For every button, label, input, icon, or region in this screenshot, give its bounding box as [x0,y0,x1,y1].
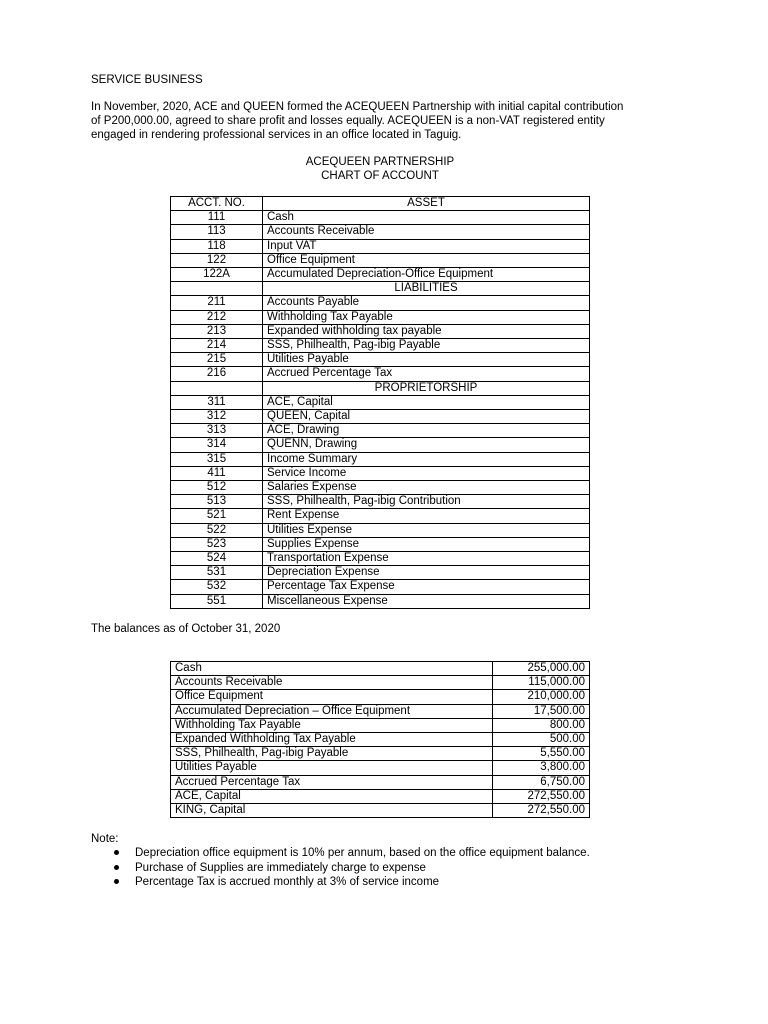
acct-no-cell: 313 [171,424,263,438]
table-row [171,580,590,594]
bullet-icon [114,879,119,884]
acct-no-cell: 513 [171,495,263,509]
document-heading: SERVICE BUSINESS [91,74,203,86]
acct-no-cell: 213 [171,324,263,338]
account-name-cell: Rent Expense [263,509,590,523]
account-name-cell: QUEEN, Capital [263,410,590,424]
table-row [171,253,590,267]
balance-amount-cell: 5,550.00 [493,747,590,761]
table-row [171,733,590,747]
acct-no-cell: 512 [171,481,263,495]
note-label: Note: [91,833,119,845]
balance-amount-cell: 272,550.00 [493,804,590,818]
balances-table [170,661,590,818]
header-acct-no: ACCT. NO. [171,197,263,211]
note-text: Depreciation office equipment is 10% per annum, based on the office equipment balance. [135,847,590,859]
table-row [171,339,590,353]
balance-amount-cell: 210,000.00 [493,690,590,704]
account-name-cell: ACE, Capital [263,395,590,409]
table-row [171,410,590,424]
acct-no-cell: 551 [171,594,263,608]
acct-no-cell: 521 [171,509,263,523]
note-text: Percentage Tax is accrued monthly at 3% of service income [135,876,440,888]
intro-line: In November, 2020, ACE and QUEEN formed the ACEQUEEN Partnership with initial capital contribution [91,101,624,113]
account-name-cell: Percentage Tax Expense [263,580,590,594]
acct-no-cell [171,381,263,395]
account-name-cell: QUENN, Drawing [263,438,590,452]
table-row [171,481,590,495]
table-row [171,747,590,761]
account-name-cell: Income Summary [263,452,590,466]
account-name-cell: SSS, Philhealth, Pag-ibig Contribution [263,495,590,509]
account-name-cell: Utilities Expense [263,523,590,537]
table-row [171,676,590,690]
table-row [171,789,590,803]
account-name-cell: Input VAT [263,239,590,253]
header-category-asset: ASSET [263,197,590,211]
balance-account-cell: Cash [171,662,493,676]
account-name-cell: Transportation Expense [263,552,590,566]
acct-no-cell: 315 [171,452,263,466]
table-row [171,775,590,789]
acct-no-cell: 312 [171,410,263,424]
table-row [171,690,590,704]
table-row [171,662,590,676]
bullet-icon [114,865,119,870]
balance-amount-cell: 500.00 [493,733,590,747]
balance-account-cell: Accumulated Depreciation – Office Equipment [171,704,493,718]
intro-line: of P200,000.00, agreed to share profit and losses equally. ACEQUEEN is a non-VAT registered entity [91,115,605,127]
table-row [171,424,590,438]
account-name-cell: Utilities Payable [263,353,590,367]
table-row [171,353,590,367]
balance-account-cell: SSS, Philhealth, Pag-ibig Payable [171,747,493,761]
acct-no-cell: 122 [171,253,263,267]
acct-no-cell: 211 [171,296,263,310]
chart-of-account-table [170,196,590,609]
notes-list [111,846,590,890]
table-row [171,537,590,551]
balance-account-cell: Office Equipment [171,690,493,704]
table-row [171,495,590,509]
note-item [111,846,590,861]
acct-no-cell: 212 [171,310,263,324]
note-item [111,875,590,890]
acct-no-cell: 215 [171,353,263,367]
acct-no-cell: 122A [171,268,263,282]
balance-account-cell: Accrued Percentage Tax [171,775,493,789]
balance-account-cell: Withholding Tax Payable [171,718,493,732]
table-row [171,438,590,452]
table-row [171,761,590,775]
balance-account-cell: Expanded Withholding Tax Payable [171,733,493,747]
balance-amount-cell: 3,800.00 [493,761,590,775]
category-label-cell: LIABILITIES [263,282,590,296]
account-name-cell: Service Income [263,466,590,480]
chart-of-account-subtitle: CHART OF ACCOUNT [321,170,439,182]
table-row [171,310,590,324]
account-name-cell: Miscellaneous Expense [263,594,590,608]
balance-amount-cell: 6,750.00 [493,775,590,789]
acct-no-cell [171,282,263,296]
account-name-cell: SSS, Philhealth, Pag-ibig Payable [263,339,590,353]
acct-no-cell: 524 [171,552,263,566]
table-row [171,804,590,818]
account-name-cell: Accounts Receivable [263,225,590,239]
chart-of-account-title: ACEQUEEN PARTNERSHIP [305,156,455,168]
table-row [171,225,590,239]
balance-account-cell: Utilities Payable [171,761,493,775]
acct-no-cell: 314 [171,438,263,452]
table-row [171,324,590,338]
table-row [171,268,590,282]
account-name-cell: Accumulated Depreciation-Office Equipment [263,268,590,282]
table-row [171,509,590,523]
account-name-cell: Salaries Expense [263,481,590,495]
table-row [171,594,590,608]
table-row [171,296,590,310]
bullet-icon [114,850,119,855]
table-row [171,523,590,537]
category-row [171,282,590,296]
account-name-cell: Supplies Expense [263,537,590,551]
account-name-cell: Accounts Payable [263,296,590,310]
account-name-cell: ACE, Drawing [263,424,590,438]
acct-no-cell: 522 [171,523,263,537]
table-row [171,718,590,732]
account-name-cell: Cash [263,211,590,225]
account-name-cell: Expanded withholding tax payable [263,324,590,338]
balance-amount-cell: 255,000.00 [493,662,590,676]
table-header-row [171,197,590,211]
balance-amount-cell: 115,000.00 [493,676,590,690]
category-row [171,381,590,395]
acct-no-cell: 111 [171,211,263,225]
account-name-cell: Accrued Percentage Tax [263,367,590,381]
account-name-cell: Withholding Tax Payable [263,310,590,324]
table-row [171,395,590,409]
table-row [171,239,590,253]
note-text: Purchase of Supplies are immediately charge to expense [135,861,426,874]
table-row [171,452,590,466]
balance-amount-cell: 17,500.00 [493,704,590,718]
account-name-cell: Office Equipment [263,253,590,267]
balance-account-cell: KING, Capital [171,804,493,818]
table-row [171,466,590,480]
category-label-cell: PROPRIETORSHIP [263,381,590,395]
acct-no-cell: 311 [171,395,263,409]
acct-no-cell: 113 [171,225,263,239]
acct-no-cell: 411 [171,466,263,480]
table-row [171,566,590,580]
balances-label: The balances as of October 31, 2020 [91,623,281,635]
acct-no-cell: 216 [171,367,263,381]
acct-no-cell: 523 [171,537,263,551]
acct-no-cell: 532 [171,580,263,594]
balance-account-cell: ACE, Capital [171,789,493,803]
balance-amount-cell: 272,550.00 [493,789,590,803]
balance-account-cell: Accounts Receivable [171,676,493,690]
table-row [171,211,590,225]
balance-amount-cell: 800.00 [493,718,590,732]
intro-paragraph [91,100,691,142]
acct-no-cell: 214 [171,339,263,353]
acct-no-cell: 531 [171,566,263,580]
note-item [111,861,590,876]
account-name-cell: Depreciation Expense [263,566,590,580]
acct-no-cell: 118 [171,239,263,253]
table-row [171,552,590,566]
intro-line: engaged in rendering professional services in an office located in Taguig. [91,129,462,141]
table-row [171,704,590,718]
table-row [171,367,590,381]
